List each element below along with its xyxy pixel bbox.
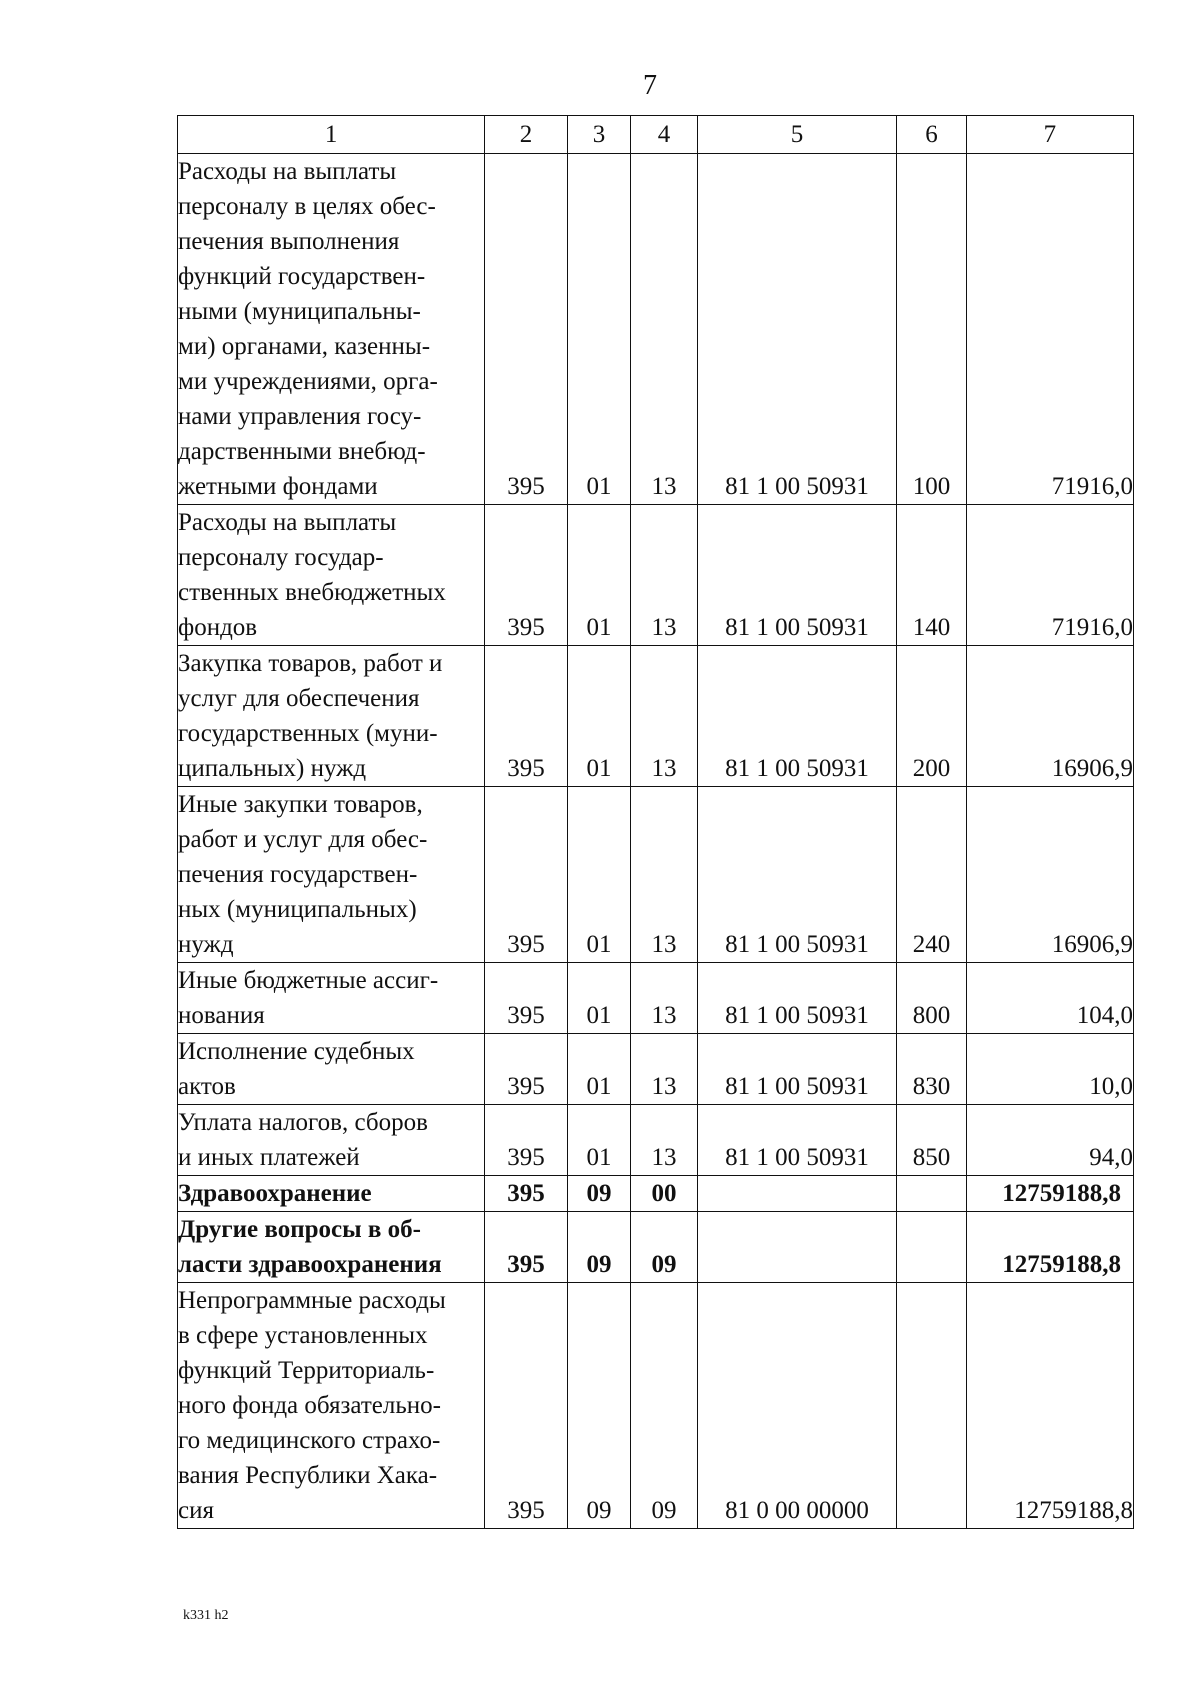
row-name-line: Здравоохранение <box>178 1180 372 1207</box>
subsection-cell: 13 <box>631 787 697 963</box>
target-article-cell: 81 1 00 50931 <box>697 963 896 1034</box>
amount-cell: 104,0 <box>966 963 1133 1034</box>
subsection-cell: 13 <box>631 1105 697 1176</box>
subsection-cell: 13 <box>631 963 697 1034</box>
subsection-cell: 13 <box>631 505 697 646</box>
row-name-line: ственных внебюджетных <box>178 579 446 606</box>
section-cell: 09 <box>567 1283 630 1529</box>
amount-cell: 71916,0 <box>966 505 1133 646</box>
header-cell-7: 7 <box>966 116 1133 154</box>
subsection-cell: 00 <box>631 1176 697 1212</box>
row-name-line: Закупка товаров, работ и <box>178 650 443 677</box>
section-cell: 01 <box>567 154 630 505</box>
table-header <box>178 116 1134 154</box>
amount-cell: 12759188,8 <box>966 1212 1133 1283</box>
expense-type-cell: 240 <box>897 787 967 963</box>
row-name-line: печения выполнения <box>178 228 400 255</box>
table-row <box>178 1212 1134 1283</box>
subsection-cell: 13 <box>631 1034 697 1105</box>
row-name-cell <box>178 1283 485 1529</box>
table-row <box>178 646 1134 787</box>
admin-code-cell: 395 <box>485 1105 568 1176</box>
expense-type-cell <box>897 1212 967 1283</box>
row-name-line: и иных платежей <box>178 1144 360 1171</box>
section-cell: 01 <box>567 1105 630 1176</box>
section-cell: 01 <box>567 787 630 963</box>
subsection-cell: 13 <box>631 646 697 787</box>
row-name-line: Другие вопросы в об- <box>178 1216 421 1243</box>
row-name-cell <box>178 1105 485 1176</box>
row-name-cell <box>178 787 485 963</box>
row-name-cell <box>178 646 485 787</box>
target-article-cell: 81 1 00 50931 <box>697 1105 896 1176</box>
table-row <box>178 1283 1134 1529</box>
expense-type-cell <box>897 1283 967 1529</box>
footer-code: k331 h2 <box>183 1608 229 1623</box>
table-row <box>178 1176 1134 1212</box>
row-name-line: сия <box>178 1497 214 1524</box>
admin-code-cell: 395 <box>485 1283 568 1529</box>
row-name-line: ного фонда обязательно- <box>178 1392 441 1419</box>
row-name-line: дарственными внебюд- <box>178 438 426 465</box>
target-article-cell: 81 1 00 50931 <box>697 787 896 963</box>
row-name-line: ми) органами, казенны- <box>178 333 431 360</box>
row-name-line: ми учреждениями, орга- <box>178 368 438 395</box>
section-cell: 01 <box>567 963 630 1034</box>
admin-code-cell: 395 <box>485 1034 568 1105</box>
amount-cell: 12759188,8 <box>966 1283 1133 1529</box>
admin-code-cell: 395 <box>485 1212 568 1283</box>
row-name-line: Уплата налогов, сборов <box>178 1109 428 1136</box>
amount-cell: 71916,0 <box>966 154 1133 505</box>
admin-code-cell: 395 <box>485 1176 568 1212</box>
table-row <box>178 1034 1134 1105</box>
row-name-line: ных (муниципальных) <box>178 896 417 923</box>
section-cell: 09 <box>567 1212 630 1283</box>
subsection-cell: 13 <box>631 154 697 505</box>
section-cell: 01 <box>567 646 630 787</box>
row-name-cell <box>178 1212 485 1283</box>
table-body <box>178 154 1134 1529</box>
row-name-line: нужд <box>178 931 234 958</box>
row-name-line: Иные бюджетные ассиг- <box>178 967 439 994</box>
row-name-line: вания Республики Хака- <box>178 1462 438 1489</box>
section-cell: 01 <box>567 1034 630 1105</box>
header-cell-1: 1 <box>178 116 485 154</box>
amount-cell: 16906,9 <box>966 787 1133 963</box>
row-name-line: ными (муниципальны- <box>178 298 421 325</box>
section-cell: 09 <box>567 1176 630 1212</box>
table-row <box>178 963 1134 1034</box>
row-name-line: ципальных) нужд <box>178 755 367 782</box>
table-row <box>178 1105 1134 1176</box>
row-name-line: го медицинского страхо- <box>178 1427 441 1454</box>
amount-cell: 10,0 <box>966 1034 1133 1105</box>
header-cell-2: 2 <box>485 116 568 154</box>
table-row <box>178 154 1134 505</box>
target-article-cell <box>697 1176 896 1212</box>
amount-cell: 16906,9 <box>966 646 1133 787</box>
row-name-line: актов <box>178 1073 236 1100</box>
target-article-cell <box>697 1212 896 1283</box>
amount-cell: 12759188,8 <box>966 1176 1133 1212</box>
expense-type-cell: 830 <box>897 1034 967 1105</box>
expense-type-cell: 850 <box>897 1105 967 1176</box>
row-name-line: ласти здравоохранения <box>178 1251 442 1278</box>
row-name-cell <box>178 505 485 646</box>
row-name-line: Исполнение судебных <box>178 1038 415 1065</box>
row-name-line: государственных (муни- <box>178 720 438 747</box>
target-article-cell: 81 1 00 50931 <box>697 1034 896 1105</box>
expense-type-cell: 200 <box>897 646 967 787</box>
row-name-line: нами управления госу- <box>178 403 422 430</box>
row-name-line: нования <box>178 1002 265 1029</box>
target-article-cell: 81 1 00 50931 <box>697 505 896 646</box>
row-name-line: Расходы на выплаты <box>178 509 397 536</box>
expense-type-cell: 800 <box>897 963 967 1034</box>
budget-table <box>177 115 1134 1529</box>
admin-code-cell: 395 <box>485 963 568 1034</box>
row-name-line: Расходы на выплаты <box>178 158 397 185</box>
target-article-cell: 81 1 00 50931 <box>697 646 896 787</box>
row-name-line: услуг для обеспечения <box>178 685 420 712</box>
expense-type-cell: 100 <box>897 154 967 505</box>
row-name-line: Непрограммные расходы <box>178 1287 446 1314</box>
row-name-line: жетными фондами <box>178 473 378 500</box>
row-name-cell <box>178 1176 485 1212</box>
section-cell: 01 <box>567 505 630 646</box>
row-name-line: персоналу в целях обес- <box>178 193 436 220</box>
target-article-cell: 81 0 00 00000 <box>697 1283 896 1529</box>
admin-code-cell: 395 <box>485 154 568 505</box>
admin-code-cell: 395 <box>485 646 568 787</box>
row-name-cell <box>178 1034 485 1105</box>
expense-type-cell <box>897 1176 967 1212</box>
row-name-line: персоналу государ- <box>178 544 384 571</box>
admin-code-cell: 395 <box>485 505 568 646</box>
header-cell-6: 6 <box>897 116 967 154</box>
header-cell-4: 4 <box>631 116 697 154</box>
table-row <box>178 505 1134 646</box>
row-name-line: функций Территориаль- <box>178 1357 435 1384</box>
row-name-cell <box>178 963 485 1034</box>
subsection-cell: 09 <box>631 1212 697 1283</box>
table-row <box>178 787 1134 963</box>
header-cell-5: 5 <box>697 116 896 154</box>
row-name-line: в сфере установленных <box>178 1322 428 1349</box>
amount-cell: 94,0 <box>966 1105 1133 1176</box>
row-name-line: функций государствен- <box>178 263 426 290</box>
admin-code-cell: 395 <box>485 787 568 963</box>
row-name-cell <box>178 154 485 505</box>
page-number: 7 <box>643 70 657 101</box>
expense-type-cell: 140 <box>897 505 967 646</box>
row-name-line: фондов <box>178 614 258 641</box>
target-article-cell: 81 1 00 50931 <box>697 154 896 505</box>
row-name-line: печения государствен- <box>178 861 418 888</box>
row-name-line: Иные закупки товаров, <box>178 791 423 818</box>
subsection-cell: 09 <box>631 1283 697 1529</box>
row-name-line: работ и услуг для обес- <box>178 826 428 853</box>
header-row <box>178 116 1134 154</box>
header-cell-3: 3 <box>567 116 630 154</box>
